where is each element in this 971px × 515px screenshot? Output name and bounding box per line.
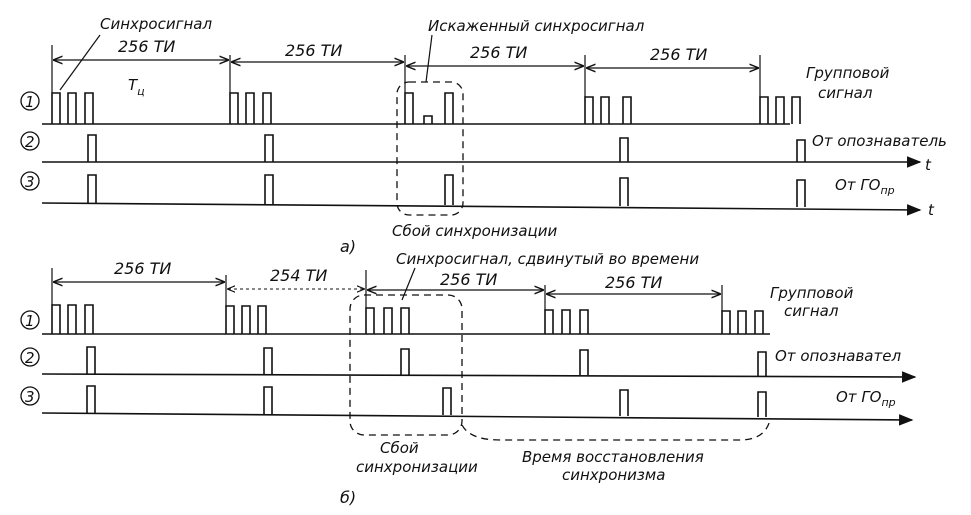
row-number-3-b	[21, 387, 39, 406]
svg-text:2: 2	[25, 133, 35, 151]
interval-label-a-1: 256 ТИ	[118, 37, 176, 56]
group-signal-label-b-1: Групповой	[770, 284, 854, 302]
identifier-pulses-a	[88, 135, 805, 162]
failure-label-b-1: Сбой	[380, 439, 419, 457]
row-number-1-b	[21, 311, 39, 330]
go-label-b: От $ГО_{пр}$	[836, 388, 896, 409]
failure-label-a: Сбой синхронизации	[392, 222, 558, 240]
svg-text:3: 3	[25, 388, 35, 406]
svg-text:3: 3	[25, 173, 35, 191]
group-pulses-a	[52, 93, 800, 124]
identifier-label-a: От опознаватель	[812, 132, 947, 150]
interval-label-a-2: 256 ТИ	[285, 41, 343, 60]
shifted-sync-label: Синхросигнал, сдвинутый во времени	[396, 250, 700, 268]
part-b	[21, 250, 915, 507]
recovery-label-1: Время восстановления	[522, 448, 704, 466]
group-signal-label-a-1: Групповой	[806, 64, 890, 82]
go-pulses-a	[88, 175, 805, 207]
identifier-pulses-b	[87, 347, 766, 376]
distorted-sync-label: Искаженный синхросигнал	[428, 17, 645, 35]
interval-label-b-4: 256 ТИ	[605, 273, 663, 292]
recovery-label-2: синхронизма	[562, 466, 666, 484]
group-signal-label-b-2: сигнал	[784, 302, 839, 320]
interval-label-b-2: 254 ТИ	[270, 266, 328, 285]
row-number-2-b	[21, 348, 39, 367]
part-a	[21, 15, 947, 256]
interval-label-a-4: 256 ТИ	[650, 45, 708, 64]
row-number-1-a	[21, 92, 39, 111]
interval-label-b-1: 256 ТИ	[114, 259, 172, 278]
svg-text:2: 2	[25, 349, 35, 367]
row-number-3-a	[21, 172, 39, 191]
go-pulses-b	[87, 386, 766, 417]
identifier-line-b	[42, 374, 915, 377]
sync-label: Синхросигнал	[100, 15, 213, 33]
t-label-a-1: t	[925, 156, 931, 174]
row-number-2-a	[21, 132, 39, 151]
period-label: $Т_ц$	[128, 76, 145, 98]
svg-text:1: 1	[25, 93, 35, 111]
t-label-a-2: t	[928, 201, 934, 219]
go-line-b	[42, 413, 912, 420]
identifier-label-b: От опознавател	[775, 347, 902, 365]
caption-a: а)	[340, 237, 357, 256]
group-pulses-b	[52, 305, 763, 334]
caption-b: б)	[340, 488, 357, 507]
failure-label-b-2: синхронизации	[356, 458, 478, 476]
svg-text:1: 1	[25, 312, 35, 330]
interval-label-b-3: 256 ТИ	[440, 270, 498, 289]
interval-label-a-3: 256 ТИ	[470, 43, 528, 62]
go-line-a	[42, 203, 920, 210]
group-signal-label-a-2: сигнал	[818, 84, 873, 102]
recovery-brace	[462, 420, 770, 440]
go-label-a: От $ГО_{пр}$	[835, 176, 895, 197]
